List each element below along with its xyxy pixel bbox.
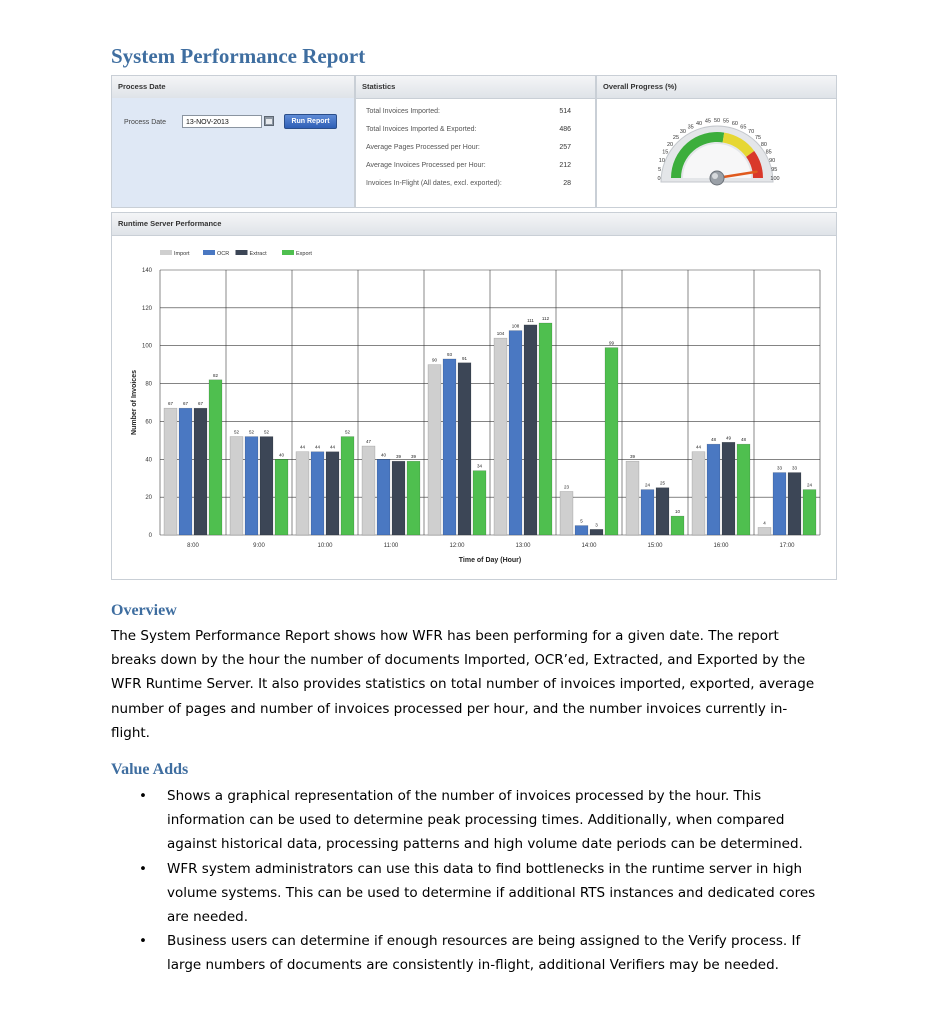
x-tick-label: 17:00 bbox=[779, 543, 795, 549]
overview-line: WFR Runtime Server. It also provides statistics on total number of invoices imported, exported, average bbox=[111, 676, 815, 693]
bar bbox=[656, 488, 669, 535]
bar bbox=[626, 461, 639, 535]
list-item bbox=[111, 929, 841, 977]
legend-swatch bbox=[236, 250, 248, 255]
data-label: 108 bbox=[511, 323, 520, 329]
gauge-tick-label: 60 bbox=[731, 120, 738, 127]
overview-heading: Overview bbox=[111, 602, 177, 619]
bar bbox=[773, 473, 786, 535]
legend-label: Export bbox=[296, 251, 312, 257]
bar bbox=[494, 338, 507, 535]
y-tick-label: 140 bbox=[141, 268, 152, 274]
bullet-icon: • bbox=[139, 933, 147, 950]
x-tick-label: 13:00 bbox=[515, 543, 531, 549]
bar bbox=[707, 444, 720, 535]
gauge-tick-label: 65 bbox=[740, 124, 747, 131]
list-item-line: against historical data, processing patterns and high volume date periods can be determined. bbox=[167, 836, 803, 853]
value-adds-heading: Value Adds bbox=[111, 761, 189, 778]
legend-label: OCR bbox=[217, 251, 230, 257]
data-label: 25 bbox=[659, 480, 666, 486]
runtime-bar-chart bbox=[112, 235, 836, 579]
y-tick-label: 100 bbox=[141, 343, 152, 350]
bar bbox=[164, 408, 177, 535]
statistics-header: Statistics bbox=[356, 76, 595, 99]
y-tick-label: 60 bbox=[145, 419, 152, 426]
data-label: 104 bbox=[496, 331, 505, 337]
gauge-tick-label: 30 bbox=[679, 129, 686, 136]
data-label: 24 bbox=[806, 482, 813, 488]
bar bbox=[311, 452, 324, 535]
y-tick-label: 120 bbox=[141, 305, 152, 312]
bar bbox=[590, 529, 603, 535]
data-label: 3 bbox=[595, 522, 598, 528]
x-axis-title: Time of Day (Hour) bbox=[458, 557, 522, 564]
bar bbox=[803, 490, 816, 535]
data-label: 39 bbox=[395, 454, 402, 460]
list-item-line: are needed. bbox=[167, 909, 249, 926]
data-label: 40 bbox=[278, 452, 285, 458]
bar bbox=[560, 491, 573, 535]
bar bbox=[407, 461, 420, 535]
bar bbox=[179, 408, 192, 535]
x-tick-label: 14:00 bbox=[581, 543, 597, 549]
stat-label: Average Pages Processed per Hour: bbox=[366, 144, 480, 151]
bar bbox=[392, 461, 405, 535]
bar bbox=[758, 527, 771, 535]
data-label: 48 bbox=[740, 437, 747, 443]
x-tick-label: 11:00 bbox=[383, 543, 399, 549]
gauge-tick-label: 0 bbox=[657, 176, 661, 182]
list-item-line: Shows a graphical representation of the number of invoices processed by the hour. This bbox=[167, 788, 762, 804]
overview-paragraph bbox=[111, 624, 841, 745]
bar bbox=[428, 365, 441, 535]
overall-progress-panel bbox=[596, 75, 837, 208]
stat-row bbox=[366, 180, 571, 192]
bar bbox=[296, 452, 309, 535]
legend-swatch bbox=[203, 250, 215, 255]
data-label: 52 bbox=[233, 429, 240, 435]
gauge-hub-shine bbox=[712, 173, 718, 179]
y-tick-label: 40 bbox=[145, 457, 152, 464]
stat-value: 28 bbox=[563, 180, 571, 187]
x-tick-label: 16:00 bbox=[713, 543, 729, 549]
data-label: 39 bbox=[629, 454, 636, 460]
process-date-label: Process Date bbox=[124, 119, 167, 126]
stat-value: 486 bbox=[559, 126, 571, 133]
data-label: 91 bbox=[461, 355, 468, 361]
bar bbox=[377, 459, 390, 535]
data-label: 90 bbox=[431, 357, 438, 363]
stat-value: 257 bbox=[559, 144, 571, 151]
data-label: 67 bbox=[182, 401, 189, 407]
stat-label: Average Invoices Processed per Hour: bbox=[366, 162, 486, 169]
statistics-panel bbox=[355, 75, 596, 208]
data-label: 23 bbox=[563, 484, 570, 490]
y-tick-label: 20 bbox=[145, 495, 152, 502]
bar bbox=[326, 452, 339, 535]
data-label: 44 bbox=[314, 444, 321, 450]
x-tick-label: 10:00 bbox=[317, 543, 333, 549]
list-item bbox=[111, 857, 841, 930]
gauge-tick-label: 10 bbox=[658, 158, 665, 165]
list-item-line: volume systems. This can be used to determine if additional RTS instances and dedicated cores bbox=[167, 884, 816, 901]
gauge-tick-label: 85 bbox=[765, 149, 772, 156]
data-label: 44 bbox=[329, 444, 336, 450]
bar bbox=[737, 444, 750, 535]
overview-line: flight. bbox=[111, 724, 150, 741]
gauge-tick-label: 70 bbox=[748, 129, 755, 136]
bar bbox=[722, 442, 735, 535]
gauge-tick-label: 95 bbox=[771, 166, 778, 173]
list-item-line: information can be used to determine peak processing times. Additionally, when compared bbox=[167, 812, 785, 829]
bar bbox=[671, 516, 684, 535]
bar bbox=[692, 452, 705, 535]
runtime-performance-header: Runtime Server Performance bbox=[112, 213, 836, 236]
gauge-tick-label: 45 bbox=[704, 118, 711, 125]
bar bbox=[788, 473, 801, 535]
bar bbox=[194, 408, 207, 535]
gauge-tick-label: 100 bbox=[770, 176, 780, 182]
stat-value: 514 bbox=[559, 108, 571, 115]
data-label: 4 bbox=[763, 520, 766, 526]
bar bbox=[524, 325, 537, 535]
process-date-input[interactable]: 13-NOV-2013 bbox=[182, 115, 262, 128]
bar bbox=[362, 446, 375, 535]
data-label: 48 bbox=[710, 437, 717, 443]
bar bbox=[341, 437, 354, 535]
gauge-tick-label: 20 bbox=[667, 141, 674, 148]
runtime-performance-panel bbox=[111, 212, 837, 580]
gauge-tick-label: 90 bbox=[769, 158, 776, 165]
process-date-body bbox=[112, 98, 354, 207]
overview-line: breaks down by the hour the number of documents Imported, OCR’ed, Extracted, and Exported by the bbox=[111, 652, 806, 669]
stat-label: Invoices In-Flight (All dates, excl. exported): bbox=[366, 180, 502, 187]
legend-label: Import bbox=[174, 251, 190, 257]
data-label: 49 bbox=[725, 435, 732, 441]
y-axis-title: Number of Invoices bbox=[131, 370, 138, 435]
x-tick-label: 12:00 bbox=[449, 543, 465, 549]
gauge-tick-label: 5 bbox=[658, 166, 662, 173]
bar bbox=[605, 348, 618, 535]
bullet-icon: • bbox=[139, 788, 147, 804]
calendar-icon[interactable] bbox=[264, 116, 274, 126]
bullet-icon: • bbox=[139, 860, 147, 877]
data-label: 82 bbox=[212, 372, 219, 378]
bar bbox=[275, 459, 288, 535]
list-item bbox=[111, 784, 841, 857]
overview-line: The System Performance Report shows how WFR has been performing for a given date. The report bbox=[111, 628, 779, 644]
list-item-line: Business users can determine if enough resources are being assigned to the Verify process. If bbox=[167, 933, 801, 950]
list-item-line: WFR system administrators can use this data to find bottlenecks in the runtime server in high bbox=[167, 860, 803, 877]
gauge-tick-label: 40 bbox=[696, 120, 703, 127]
gauge-tick-label: 15 bbox=[662, 149, 669, 156]
legend-swatch bbox=[282, 250, 294, 255]
y-tick-label: 0 bbox=[148, 533, 152, 539]
process-date-panel bbox=[111, 75, 355, 208]
data-label: 40 bbox=[380, 452, 387, 458]
stat-label: Total Invoices Imported & Exported: bbox=[366, 126, 477, 133]
x-tick-label: 9:00 bbox=[253, 543, 265, 549]
run-report-button[interactable]: Run Report bbox=[284, 114, 337, 129]
bar bbox=[575, 526, 588, 535]
bar bbox=[509, 331, 522, 535]
bar bbox=[245, 437, 258, 535]
stat-value: 212 bbox=[559, 162, 571, 169]
data-label: 44 bbox=[299, 444, 306, 450]
data-label: 39 bbox=[410, 454, 417, 460]
gauge-tick-label: 75 bbox=[754, 134, 762, 141]
data-label: 47 bbox=[365, 439, 372, 445]
data-label: 52 bbox=[263, 429, 270, 435]
data-label: 34 bbox=[476, 463, 483, 469]
data-label: 112 bbox=[541, 316, 550, 321]
gauge-tick-label: 35 bbox=[687, 124, 694, 131]
x-tick-label: 8:00 bbox=[187, 543, 199, 549]
data-label: 111 bbox=[527, 317, 534, 323]
y-tick-label: 80 bbox=[145, 381, 152, 388]
x-tick-label: 15:00 bbox=[647, 543, 663, 549]
data-label: 99 bbox=[608, 340, 615, 346]
data-label: 93 bbox=[446, 351, 453, 357]
legend-label: Extract bbox=[249, 251, 267, 257]
overall-progress-header: Overall Progress (%) bbox=[597, 76, 836, 99]
stat-label: Total Invoices Imported: bbox=[366, 108, 440, 115]
bar bbox=[209, 380, 222, 535]
overview-line: number of pages and number of invoices processed per hour, and the number invoices currently in- bbox=[111, 700, 788, 717]
data-label: 33 bbox=[776, 465, 783, 471]
data-label: 44 bbox=[695, 444, 702, 450]
data-label: 33 bbox=[791, 465, 798, 471]
stat-row bbox=[366, 162, 571, 174]
progress-gauge bbox=[597, 98, 836, 207]
bar bbox=[458, 363, 471, 535]
bar bbox=[473, 471, 486, 535]
bar bbox=[230, 437, 243, 535]
stat-row bbox=[366, 144, 571, 156]
report-title: System Performance Report bbox=[111, 44, 366, 68]
bar bbox=[443, 359, 456, 535]
gauge-tick-label: 50 bbox=[713, 118, 721, 124]
bar bbox=[641, 490, 654, 535]
data-label: 5 bbox=[580, 518, 583, 524]
gauge-tick-label: 80 bbox=[760, 141, 767, 148]
bar bbox=[260, 437, 273, 535]
data-label: 10 bbox=[674, 509, 681, 515]
legend-swatch bbox=[160, 250, 172, 255]
stat-row bbox=[366, 126, 571, 138]
data-label: 67 bbox=[197, 401, 204, 407]
gauge-tick-label: 25 bbox=[672, 134, 680, 141]
data-label: 52 bbox=[344, 429, 351, 435]
process-date-header: Process Date bbox=[112, 76, 354, 99]
data-label: 67 bbox=[167, 401, 174, 407]
data-label: 24 bbox=[644, 482, 651, 488]
list-item-line: large numbers of documents are consistently in-flight, additional Verifiers may be needed. bbox=[167, 957, 779, 974]
stat-row bbox=[366, 108, 571, 120]
gauge-tick-label: 55 bbox=[723, 118, 730, 125]
data-label: 52 bbox=[248, 429, 255, 435]
bar bbox=[539, 323, 552, 535]
value-adds-list bbox=[111, 784, 841, 978]
